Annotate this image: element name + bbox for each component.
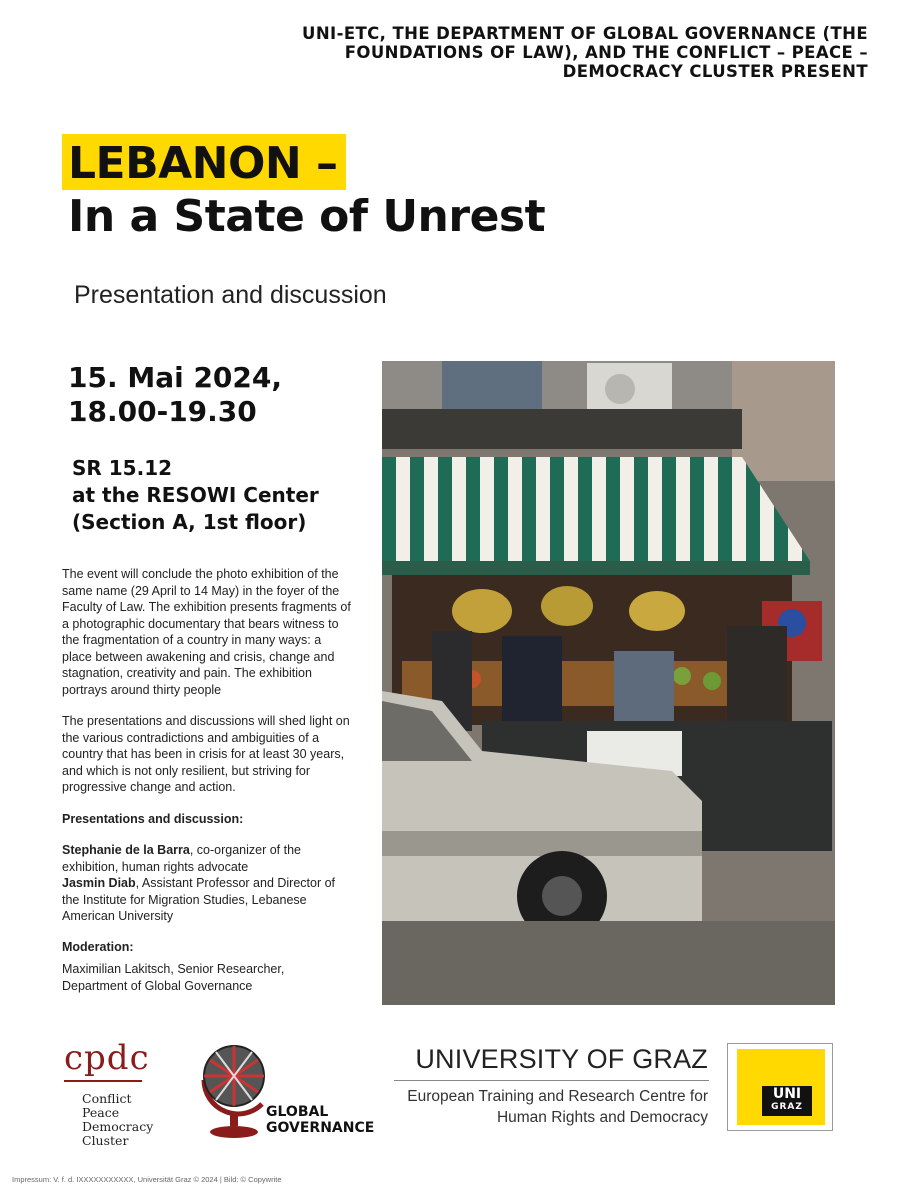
cpdc-wordmark: cpdc xyxy=(64,1040,142,1082)
global-governance-logo xyxy=(196,1040,376,1144)
uni-graz-logo xyxy=(727,1043,833,1131)
title-line-1: LEBANON – xyxy=(62,134,346,190)
presentations-heading: Presentations and discussion: xyxy=(62,811,244,826)
moderator: Maximilian Lakitsch, Senior Researcher, Department of Global Governance xyxy=(62,962,285,993)
speaker-1-role: , co-organizer of the exhibition, human rights advocate xyxy=(62,843,301,874)
speaker-1 xyxy=(62,842,352,875)
event-description xyxy=(62,566,352,994)
university-divider xyxy=(394,1080,709,1081)
globe-icon xyxy=(196,1040,276,1144)
title-line-2: In a State of Unrest xyxy=(68,191,546,242)
event-date: 15. Mai 2024, 18.00-19.30 xyxy=(68,361,283,428)
speaker-2-role: , Assistant Professor and Director of the Institute for Migration Studies, Lebanese American University xyxy=(62,876,336,923)
moderation-heading: Moderation: xyxy=(62,939,134,954)
presenter-heading: UNI-ETC, THE DEPARTMENT OF GLOBAL GOVERNANCE (THE FOUNDATIONS OF LAW), AND THE CONFLICT – PEACE – DEMOCRACY CLUSTER PRESENT xyxy=(302,24,868,81)
market-photo xyxy=(382,361,835,1005)
uni-graz-logo-graz: GRAZ xyxy=(771,1102,803,1112)
speaker-2-name: Jasmin Diab xyxy=(62,876,136,890)
description-paragraph-2: The presentations and discussions will shed light on the various contradictions and ambiguities of a country that has been in crisis for at least 30 years, and which is not only resilient, but striving for progressive change and action. xyxy=(62,714,350,794)
cpdc-full-name: Conflict Peace Democracy Cluster xyxy=(82,1091,154,1148)
description-paragraph-1: The event will conclude the photo exhibition of the same name (29 April to 14 May) in the foyer of the Faculty of Law. The exhibition presents fragments of a photographic documentary that bears witness to the fragmentation of a country in many ways: a place between awakening and crisis, change and stagnation, creativity and pain. The exhibition portrays around thirty people xyxy=(62,567,351,697)
event-venue: SR 15.12 at the RESOWI Center (Section A, 1st floor) xyxy=(72,456,319,534)
university-centre-name: European Training and Research Centre for Human Rights and Democracy xyxy=(407,1088,708,1126)
university-name: UNIVERSITY OF GRAZ xyxy=(415,1044,708,1074)
event-title xyxy=(62,134,545,244)
market-photo-illustration xyxy=(382,361,835,1005)
uni-graz-logo-mark xyxy=(762,1086,812,1116)
event-subtitle: Presentation and discussion xyxy=(74,281,387,309)
uni-graz-logo-uni: UNI xyxy=(772,1086,802,1102)
speaker-1-name: Stephanie de la Barra xyxy=(62,843,190,857)
cpdc-logo xyxy=(64,1040,153,1148)
global-governance-label: GLOBAL GOVERNANCE xyxy=(266,1104,375,1136)
speaker-2 xyxy=(62,875,352,925)
speaker-list xyxy=(62,842,352,925)
impressum: Impressum: V. f. d. IXXXXXXXXXXX, Universität Graz © 2024 | Bild: © Copywrite xyxy=(12,1175,282,1184)
